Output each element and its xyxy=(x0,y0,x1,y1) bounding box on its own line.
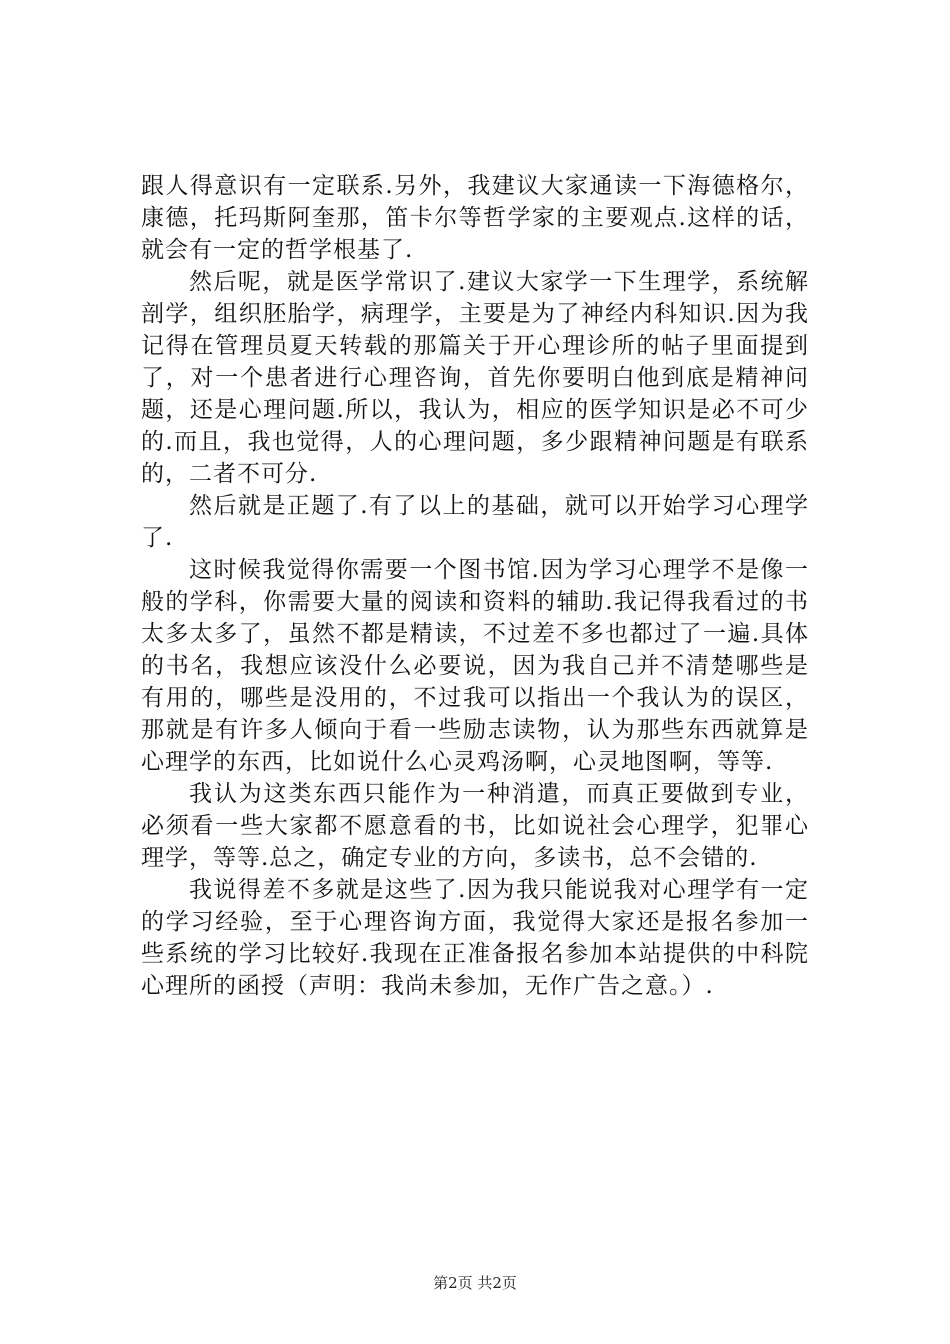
document-body xyxy=(141,170,809,1002)
page-number-footer: 第2页 共2页 xyxy=(433,1274,517,1292)
paragraph-5: 我认为这类东西只能作为一种消遣，而真正要做到专业，必须看一些大家都不愿意看的书，比如说社会心理学，犯罪心理学，等等.总之，确定专业的方向，多读书，总不会错的. xyxy=(141,781,809,871)
paragraph-4: 这时候我觉得你需要一个图书馆.因为学习心理学不是像一般的学科，你需要大量的阅读和资料的辅助.我记得我看过的书太多太多了，虽然不都是精读，不过差不多也都过了一遍.具体的书名，我想应该没什么必要说，因为我自己并不清楚哪些是有用的，哪些是没用的，不过我可以指出一个我认为的误区，那就是有许多人倾向于看一些励志读物，认为那些东西就算是心理学的东西，比如说什么心灵鸡汤啊，心灵地图啊，等等. xyxy=(141,557,809,775)
paragraph-2: 然后呢，就是医学常识了.建议大家学一下生理学，系统解剖学，组织胚胎学，病理学，主要是为了神经内科知识.因为我记得在管理员夏天转载的那篇关于开心理诊所的帖子里面提到了，对一个患者进行心理咨询，首先你要明白他到底是精神问题，还是心理问题.所以，我认为，相应的医学知识是必不可少的.而且，我也觉得，人的心理问题，多少跟精神问题是有联系的，二者不可分. xyxy=(141,269,809,487)
paragraph-3: 然后就是正题了.有了以上的基础，就可以开始学习心理学了. xyxy=(141,493,809,551)
paragraph-1: 跟人得意识有一定联系.另外，我建议大家通读一下海德格尔，康德，托玛斯阿奎那，笛卡尔等哲学家的主要观点.这样的话，就会有一定的哲学根基了. xyxy=(141,173,809,263)
paragraph-6: 我说得差不多就是这些了.因为我只能说我对心理学有一定的学习经验，至于心理咨询方面，我觉得大家还是报名参加一些系统的学习比较好.我现在正准备报名参加本站提供的中科院心理所的函授（声明：我尚未参加，无作广告之意。）. xyxy=(141,877,809,999)
